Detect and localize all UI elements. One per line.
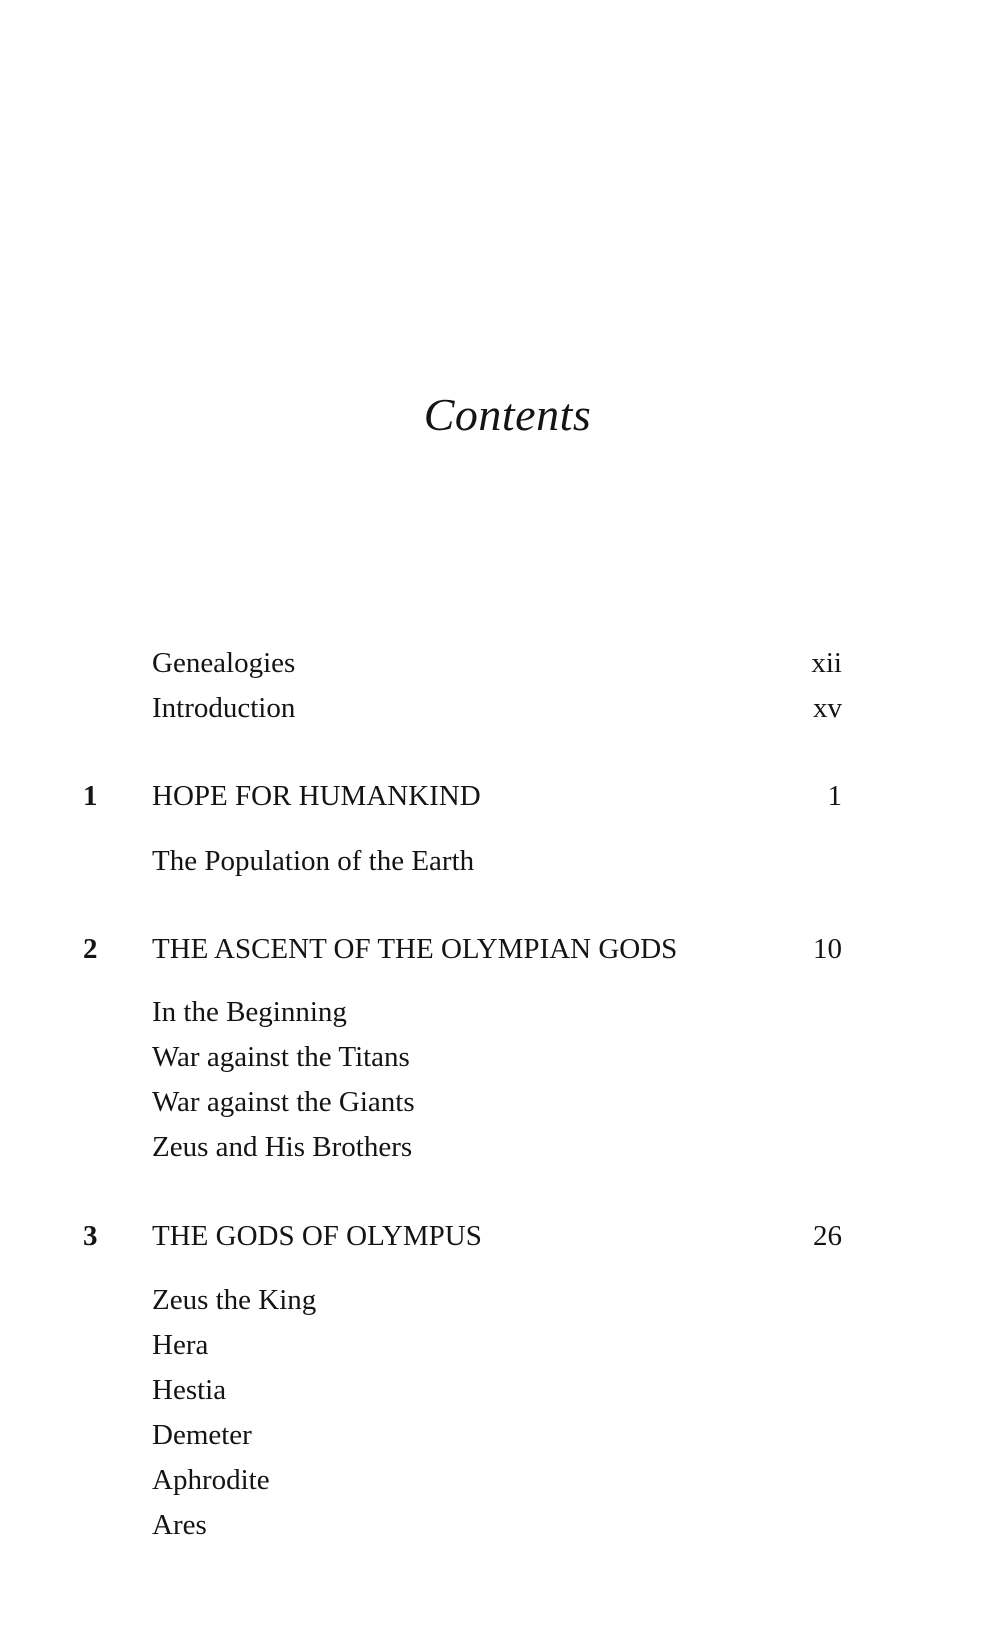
toc-page-number: 10 [813, 933, 842, 965]
toc-section[interactable] [0, 992, 1000, 1032]
section-title: Zeus and His Brothers [152, 1131, 413, 1163]
toc-chapter-1[interactable] [0, 776, 1000, 816]
section-title: Zeus the King [152, 1284, 317, 1316]
toc-entry-label: Genealogies [152, 647, 296, 679]
toc-section[interactable] [0, 1082, 1000, 1122]
toc-page-number: 1 [827, 780, 842, 812]
chapter-title: HOPE FOR HUMANKIND [152, 780, 481, 812]
chapter-number: 2 [83, 933, 98, 965]
toc-entry-label: Introduction [152, 692, 296, 724]
toc-section[interactable] [0, 1370, 1000, 1410]
toc-page-number: xv [813, 692, 842, 724]
toc-section[interactable] [0, 1460, 1000, 1500]
section-title: Ares [152, 1509, 207, 1541]
toc-page-number: 26 [813, 1220, 842, 1252]
toc-section[interactable] [0, 1415, 1000, 1455]
toc-section[interactable] [0, 1127, 1000, 1167]
toc-section[interactable] [0, 1280, 1000, 1320]
section-title: Hera [152, 1329, 209, 1361]
toc-section[interactable] [0, 841, 1000, 881]
section-title: Aphrodite [152, 1464, 270, 1496]
chapter-title: THE GODS OF OLYMPUS [152, 1220, 482, 1252]
toc-page-number: xii [811, 647, 842, 679]
section-title: War against the Giants [152, 1086, 415, 1118]
section-title: Hestia [152, 1374, 227, 1406]
toc-chapter-3[interactable] [0, 1216, 1000, 1256]
toc-entry-introduction[interactable] [0, 688, 1000, 728]
section-title: In the Beginning [152, 996, 347, 1028]
toc-section[interactable] [0, 1325, 1000, 1365]
chapter-number: 1 [83, 780, 98, 812]
toc-entry-genealogies[interactable] [0, 643, 1000, 683]
page-title: Contents [423, 389, 592, 440]
section-title: War against the Titans [152, 1041, 410, 1073]
toc-section[interactable] [0, 1505, 1000, 1545]
chapter-title: THE ASCENT OF THE OLYMPIAN GODS [152, 933, 678, 965]
toc-chapter-2[interactable] [0, 929, 1000, 969]
toc-section[interactable] [0, 1037, 1000, 1077]
chapter-number: 3 [83, 1220, 98, 1252]
section-title: The Population of the Earth [152, 845, 475, 877]
section-title: Demeter [152, 1419, 252, 1451]
